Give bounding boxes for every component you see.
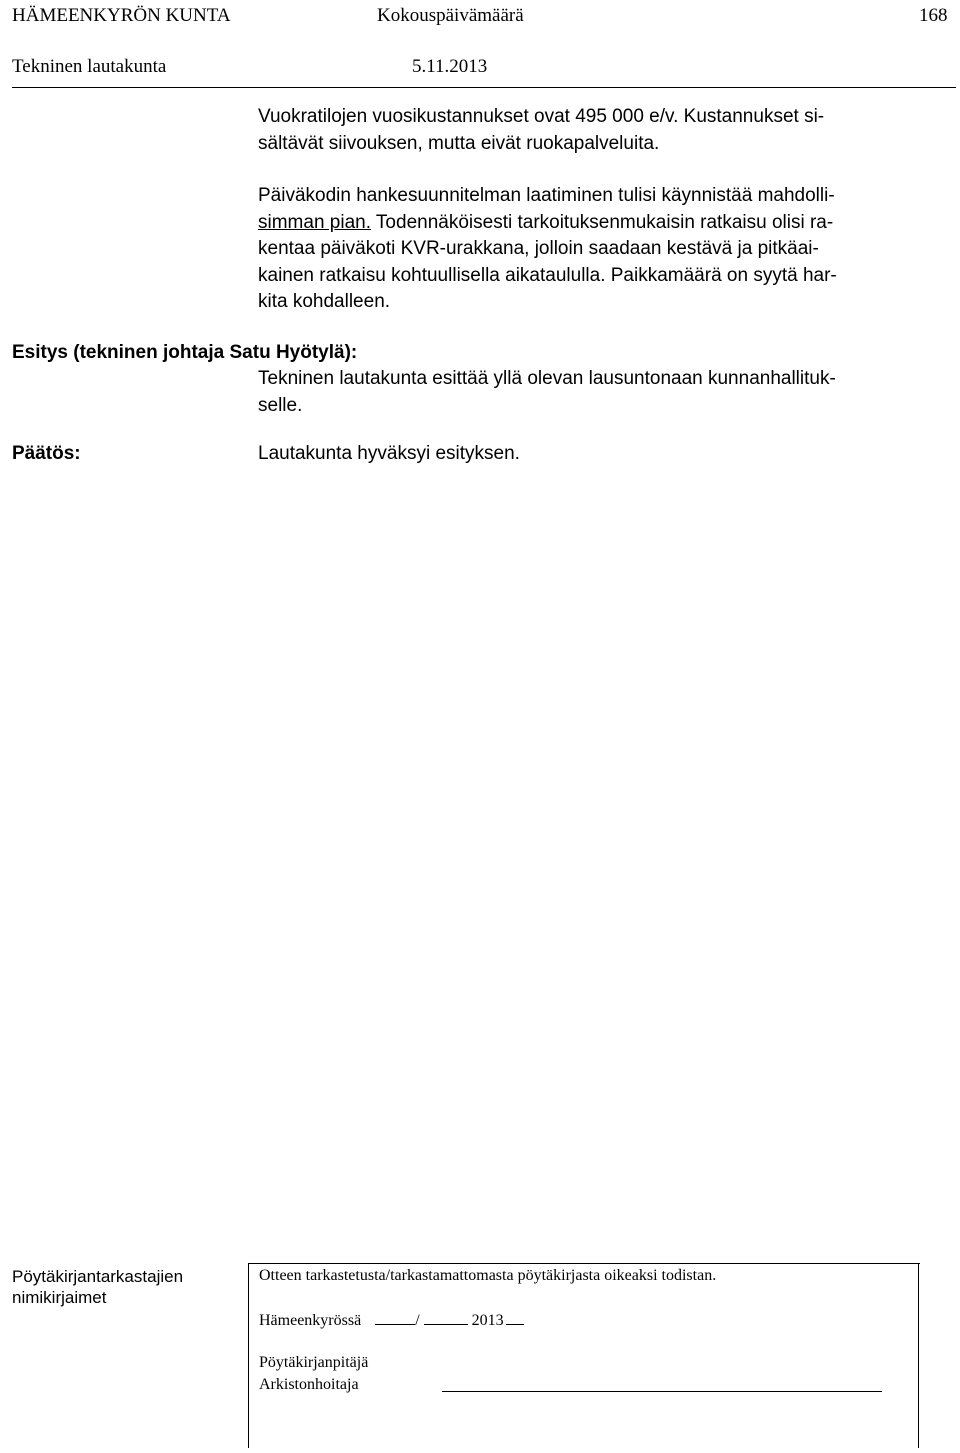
header-rule [12, 87, 956, 88]
proposal-text [258, 366, 938, 419]
page-number: 168 [919, 5, 948, 26]
signers-label-line: nimikirjaimet [12, 1288, 107, 1307]
proposal-label: Esitys (tekninen johtaja Satu Hyötylä): [12, 342, 358, 363]
archivist-label: Arkistonhoitaja [259, 1376, 359, 1393]
text-line [258, 210, 938, 237]
organization-name: HÄMEENKYRÖN KUNTA [12, 5, 231, 26]
text-line: kita kohdalleen. [258, 291, 391, 312]
year-blank [506, 1309, 524, 1325]
signers-label-line: Pöytäkirjantarkastajien [12, 1267, 184, 1286]
decision-text: Lautakunta hyväksyi esityksen. [258, 443, 520, 464]
text-line: Päiväkodin hankesuunnitelman laatiminen tulisi käynnistää mahdolli- [258, 185, 835, 206]
text-line: sältävät siivouksen, mutta eivät ruokapalveluita. [258, 132, 660, 154]
meeting-date: 5.11.2013 [412, 56, 488, 77]
certification-text: Otteen tarkastetusta/tarkastamattomasta pöytäkirjasta oikeaksi todistan. [259, 1267, 717, 1284]
underlined-text: simman pian. [258, 211, 371, 233]
paragraph-daycare-plan [258, 183, 938, 316]
document-type: Kokouspäivämäärä [377, 5, 524, 26]
footer-right-rule [918, 1263, 919, 1448]
text-line: kainen ratkaisu kohtuullisella aikataululla. Paikkamäärä on syytä har- [258, 264, 837, 286]
text-line: kentaa päiväkoti KVR-urakkana, jolloin saadaan kestävä ja pitkäai- [258, 238, 819, 259]
paragraph-rental-costs [258, 104, 938, 157]
committee-name: Tekninen lautakunta [12, 56, 167, 77]
signers-label [12, 1266, 183, 1308]
decision-label: Päätös: [12, 443, 81, 464]
keeper-label: Pöytäkirjanpitäjä [259, 1354, 369, 1371]
text-line: selle. [258, 394, 303, 416]
place-name: Hämeenkyrössä [259, 1312, 362, 1329]
text-line: Tekninen lautakunta esittää yllä olevan lausuntonaan kunnanhallituk- [258, 368, 836, 389]
signature-line [442, 1391, 882, 1392]
text-segment: Todennäköisesti tarkoituksenmukaisin ratkaisu olisi ra- [371, 211, 834, 233]
place-date-line [259, 1309, 524, 1331]
text-line: Vuokratilojen vuosikustannukset ovat 495 000 e/v. Kustannukset si- [258, 106, 825, 127]
date-separator: / [415, 1312, 420, 1329]
month-blank [424, 1309, 468, 1325]
year: 2013 [471, 1312, 504, 1329]
footer-left-rule [248, 1263, 249, 1448]
day-blank [375, 1309, 415, 1325]
footer-top-rule [248, 1263, 920, 1264]
